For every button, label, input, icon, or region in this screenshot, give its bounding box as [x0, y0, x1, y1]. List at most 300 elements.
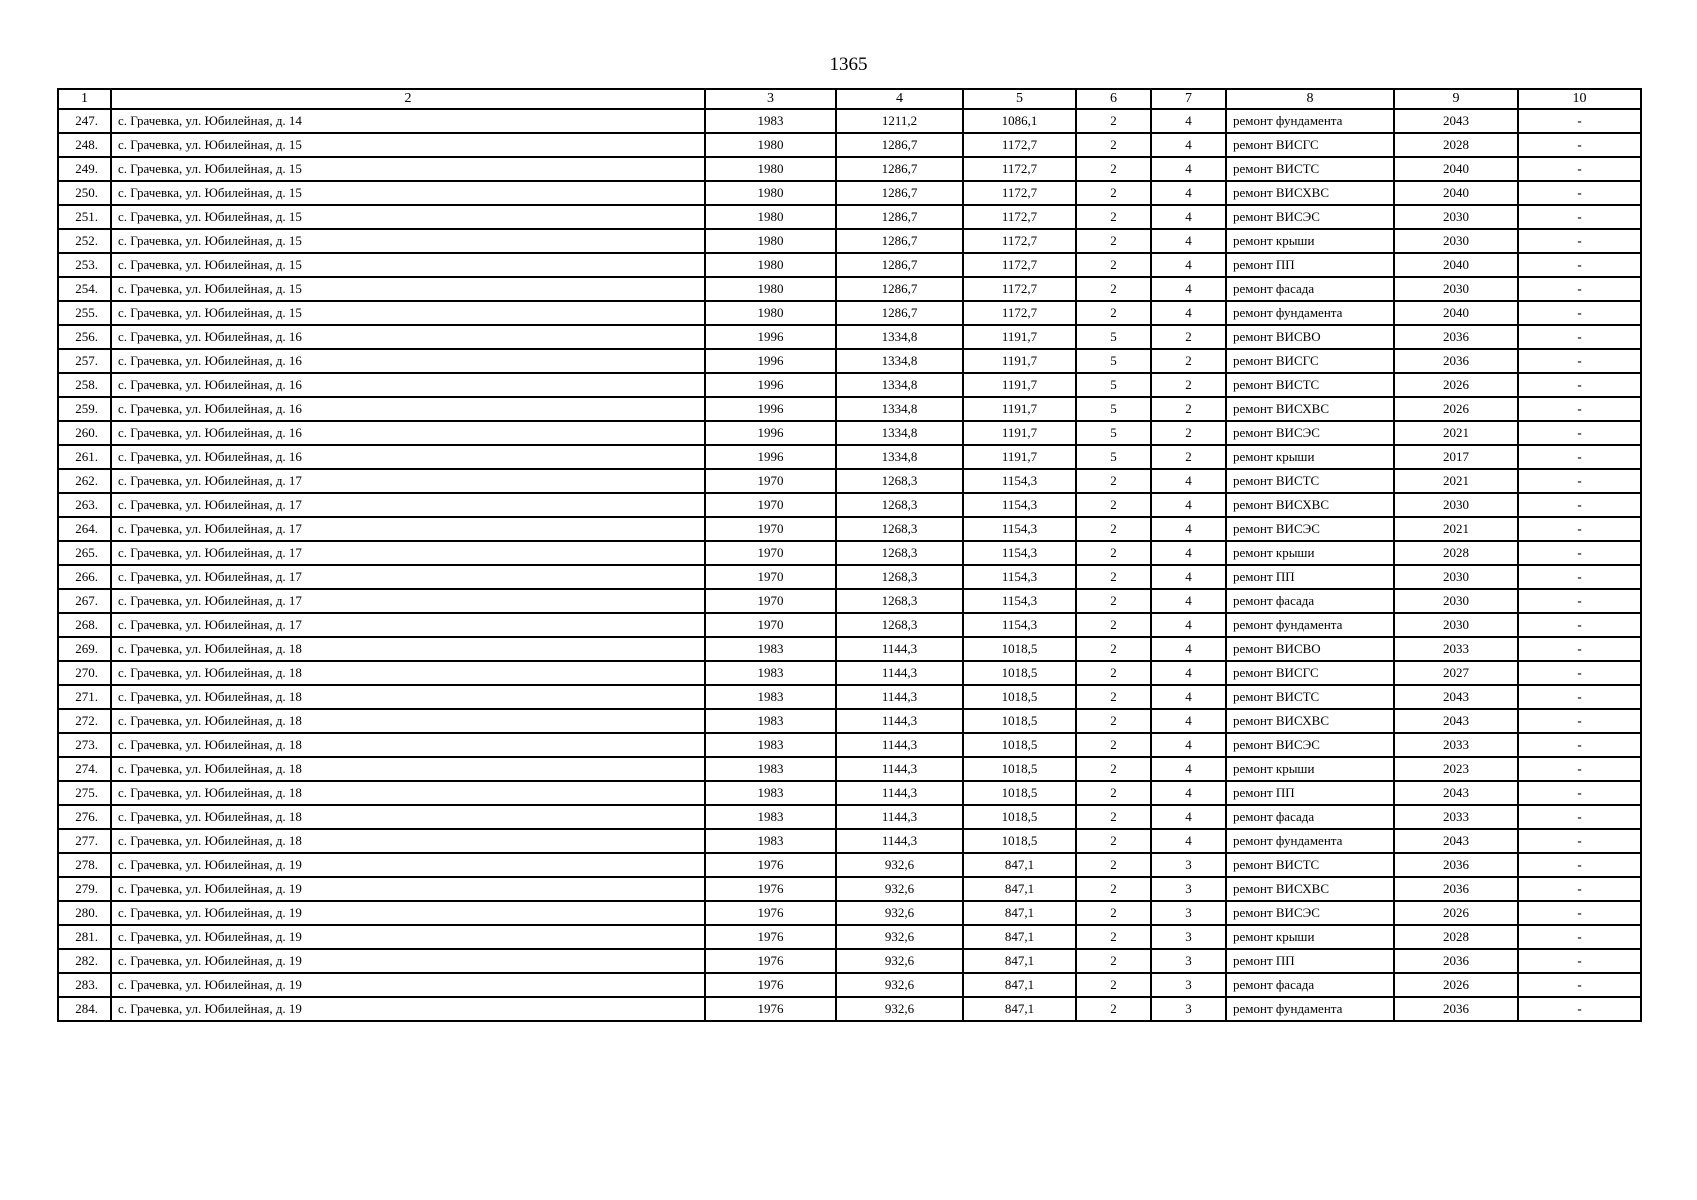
- total-area-cell: 932,6: [836, 997, 963, 1021]
- row-number-cell: 283.: [58, 973, 111, 997]
- column-header: 1: [58, 89, 111, 109]
- row-number-cell: 252.: [58, 229, 111, 253]
- address-cell: с. Грачевка, ул. Юбилейная, д. 17: [111, 541, 705, 565]
- year-built-cell: 1970: [705, 565, 836, 589]
- table-row: [58, 157, 1641, 181]
- total-area-cell: 1268,3: [836, 613, 963, 637]
- address-cell: с. Грачевка, ул. Юбилейная, д. 19: [111, 925, 705, 949]
- address-cell: с. Грачевка, ул. Юбилейная, д. 18: [111, 709, 705, 733]
- entrances-cell: 4: [1151, 301, 1226, 325]
- entrances-cell: 2: [1151, 397, 1226, 421]
- planned-year-cell: 2030: [1394, 277, 1518, 301]
- address-cell: с. Грачевка, ул. Юбилейная, д. 19: [111, 901, 705, 925]
- floors-cell: 2: [1076, 733, 1151, 757]
- work-type-cell: ремонт ВИСХВС: [1226, 493, 1394, 517]
- entrances-cell: 4: [1151, 157, 1226, 181]
- total-area-cell: 1268,3: [836, 565, 963, 589]
- table-row: [58, 469, 1641, 493]
- row-number-cell: 261.: [58, 445, 111, 469]
- table-row: [58, 493, 1641, 517]
- work-type-cell: ремонт фундамента: [1226, 109, 1394, 133]
- entrances-cell: 3: [1151, 997, 1226, 1021]
- work-type-cell: ремонт ВИСЭС: [1226, 421, 1394, 445]
- year-built-cell: 1980: [705, 181, 836, 205]
- table-row: [58, 877, 1641, 901]
- row-number-cell: 275.: [58, 781, 111, 805]
- planned-year-cell: 2030: [1394, 613, 1518, 637]
- table-row: [58, 733, 1641, 757]
- column-header: 4: [836, 89, 963, 109]
- row-number-cell: 277.: [58, 829, 111, 853]
- year-built-cell: 1970: [705, 541, 836, 565]
- work-type-cell: ремонт ВИСГС: [1226, 349, 1394, 373]
- floors-cell: 2: [1076, 685, 1151, 709]
- total-area-cell: 1334,8: [836, 445, 963, 469]
- planned-year-cell: 2030: [1394, 493, 1518, 517]
- note-cell: -: [1518, 757, 1641, 781]
- total-area-cell: 1144,3: [836, 637, 963, 661]
- total-area-cell: 1144,3: [836, 781, 963, 805]
- note-cell: -: [1518, 565, 1641, 589]
- column-header: 9: [1394, 89, 1518, 109]
- floors-cell: 2: [1076, 133, 1151, 157]
- entrances-cell: 4: [1151, 493, 1226, 517]
- total-area-cell: 1286,7: [836, 301, 963, 325]
- work-type-cell: ремонт крыши: [1226, 445, 1394, 469]
- row-number-cell: 272.: [58, 709, 111, 733]
- entrances-cell: 2: [1151, 445, 1226, 469]
- living-area-cell: 1018,5: [963, 637, 1076, 661]
- table-row: [58, 853, 1641, 877]
- planned-year-cell: 2036: [1394, 949, 1518, 973]
- note-cell: -: [1518, 901, 1641, 925]
- floors-cell: 2: [1076, 301, 1151, 325]
- living-area-cell: 1172,7: [963, 229, 1076, 253]
- row-number-cell: 250.: [58, 181, 111, 205]
- work-type-cell: ремонт ВИСЭС: [1226, 517, 1394, 541]
- row-number-cell: 281.: [58, 925, 111, 949]
- work-type-cell: ремонт крыши: [1226, 925, 1394, 949]
- address-cell: с. Грачевка, ул. Юбилейная, д. 17: [111, 469, 705, 493]
- total-area-cell: 1334,8: [836, 349, 963, 373]
- address-cell: с. Грачевка, ул. Юбилейная, д. 16: [111, 421, 705, 445]
- total-area-cell: 1144,3: [836, 709, 963, 733]
- work-type-cell: ремонт фундамента: [1226, 997, 1394, 1021]
- living-area-cell: 1172,7: [963, 301, 1076, 325]
- year-built-cell: 1976: [705, 973, 836, 997]
- total-area-cell: 932,6: [836, 925, 963, 949]
- entrances-cell: 4: [1151, 565, 1226, 589]
- address-cell: с. Грачевка, ул. Юбилейная, д. 16: [111, 397, 705, 421]
- floors-cell: 2: [1076, 253, 1151, 277]
- planned-year-cell: 2036: [1394, 877, 1518, 901]
- living-area-cell: 1191,7: [963, 445, 1076, 469]
- work-type-cell: ремонт ВИСЭС: [1226, 901, 1394, 925]
- page-number: 1365: [829, 54, 868, 75]
- work-type-cell: ремонт ВИСТС: [1226, 685, 1394, 709]
- living-area-cell: 1154,3: [963, 493, 1076, 517]
- total-area-cell: 1334,8: [836, 325, 963, 349]
- address-cell: с. Грачевка, ул. Юбилейная, д. 15: [111, 229, 705, 253]
- note-cell: -: [1518, 469, 1641, 493]
- row-number-cell: 266.: [58, 565, 111, 589]
- planned-year-cell: 2028: [1394, 925, 1518, 949]
- year-built-cell: 1983: [705, 709, 836, 733]
- note-cell: -: [1518, 541, 1641, 565]
- planned-year-cell: 2036: [1394, 349, 1518, 373]
- living-area-cell: 847,1: [963, 973, 1076, 997]
- living-area-cell: 1018,5: [963, 709, 1076, 733]
- table-row: [58, 229, 1641, 253]
- entrances-cell: 2: [1151, 349, 1226, 373]
- work-type-cell: ремонт ВИСТС: [1226, 373, 1394, 397]
- floors-cell: 2: [1076, 517, 1151, 541]
- work-type-cell: ремонт ПП: [1226, 949, 1394, 973]
- planned-year-cell: 2036: [1394, 325, 1518, 349]
- address-cell: с. Грачевка, ул. Юбилейная, д. 15: [111, 253, 705, 277]
- note-cell: -: [1518, 997, 1641, 1021]
- address-cell: с. Грачевка, ул. Юбилейная, д. 15: [111, 157, 705, 181]
- planned-year-cell: 2033: [1394, 805, 1518, 829]
- total-area-cell: 1144,3: [836, 805, 963, 829]
- address-cell: с. Грачевка, ул. Юбилейная, д. 18: [111, 757, 705, 781]
- floors-cell: 2: [1076, 157, 1151, 181]
- note-cell: -: [1518, 805, 1641, 829]
- note-cell: -: [1518, 853, 1641, 877]
- entrances-cell: 4: [1151, 685, 1226, 709]
- planned-year-cell: 2030: [1394, 205, 1518, 229]
- floors-cell: 2: [1076, 853, 1151, 877]
- living-area-cell: 1172,7: [963, 253, 1076, 277]
- table-row: [58, 109, 1641, 133]
- table-row: [58, 133, 1641, 157]
- entrances-cell: 4: [1151, 205, 1226, 229]
- floors-cell: 2: [1076, 493, 1151, 517]
- year-built-cell: 1983: [705, 685, 836, 709]
- note-cell: -: [1518, 613, 1641, 637]
- entrances-cell: 4: [1151, 133, 1226, 157]
- total-area-cell: 1144,3: [836, 685, 963, 709]
- floors-cell: 2: [1076, 541, 1151, 565]
- table-row: [58, 805, 1641, 829]
- total-area-cell: 1144,3: [836, 829, 963, 853]
- row-number-cell: 265.: [58, 541, 111, 565]
- total-area-cell: 932,6: [836, 901, 963, 925]
- year-built-cell: 1980: [705, 205, 836, 229]
- address-cell: с. Грачевка, ул. Юбилейная, д. 18: [111, 685, 705, 709]
- planned-year-cell: 2043: [1394, 709, 1518, 733]
- year-built-cell: 1970: [705, 517, 836, 541]
- year-built-cell: 1996: [705, 445, 836, 469]
- entrances-cell: 4: [1151, 637, 1226, 661]
- living-area-cell: 1191,7: [963, 373, 1076, 397]
- year-built-cell: 1976: [705, 853, 836, 877]
- table-row: [58, 349, 1641, 373]
- work-type-cell: ремонт ВИСЭС: [1226, 205, 1394, 229]
- table-row: [58, 325, 1641, 349]
- floors-cell: 5: [1076, 397, 1151, 421]
- row-number-cell: 262.: [58, 469, 111, 493]
- note-cell: -: [1518, 949, 1641, 973]
- planned-year-cell: 2028: [1394, 133, 1518, 157]
- note-cell: -: [1518, 277, 1641, 301]
- living-area-cell: 1172,7: [963, 157, 1076, 181]
- living-area-cell: 1172,7: [963, 181, 1076, 205]
- living-area-cell: 1154,3: [963, 613, 1076, 637]
- planned-year-cell: 2033: [1394, 733, 1518, 757]
- note-cell: -: [1518, 181, 1641, 205]
- planned-year-cell: 2023: [1394, 757, 1518, 781]
- column-header: 10: [1518, 89, 1641, 109]
- column-header: 8: [1226, 89, 1394, 109]
- column-header: 6: [1076, 89, 1151, 109]
- row-number-cell: 273.: [58, 733, 111, 757]
- note-cell: -: [1518, 733, 1641, 757]
- total-area-cell: 1268,3: [836, 517, 963, 541]
- work-type-cell: ремонт фундамента: [1226, 613, 1394, 637]
- total-area-cell: 1286,7: [836, 277, 963, 301]
- entrances-cell: 4: [1151, 277, 1226, 301]
- row-number-cell: 258.: [58, 373, 111, 397]
- address-cell: с. Грачевка, ул. Юбилейная, д. 15: [111, 301, 705, 325]
- total-area-cell: 1268,3: [836, 541, 963, 565]
- header-row: [58, 89, 1641, 109]
- total-area-cell: 1144,3: [836, 757, 963, 781]
- floors-cell: 2: [1076, 925, 1151, 949]
- living-area-cell: 1172,7: [963, 277, 1076, 301]
- year-built-cell: 1976: [705, 997, 836, 1021]
- total-area-cell: 1144,3: [836, 661, 963, 685]
- repair-schedule-table: [57, 88, 1642, 1022]
- work-type-cell: ремонт ВИСТС: [1226, 469, 1394, 493]
- year-built-cell: 1996: [705, 373, 836, 397]
- address-cell: с. Грачевка, ул. Юбилейная, д. 19: [111, 973, 705, 997]
- note-cell: -: [1518, 661, 1641, 685]
- table-row: [58, 397, 1641, 421]
- total-area-cell: 1334,8: [836, 373, 963, 397]
- floors-cell: 5: [1076, 421, 1151, 445]
- planned-year-cell: 2030: [1394, 589, 1518, 613]
- table-row: [58, 565, 1641, 589]
- address-cell: с. Грачевка, ул. Юбилейная, д. 18: [111, 637, 705, 661]
- planned-year-cell: 2021: [1394, 469, 1518, 493]
- floors-cell: 2: [1076, 613, 1151, 637]
- planned-year-cell: 2040: [1394, 301, 1518, 325]
- table-row: [58, 925, 1641, 949]
- total-area-cell: 1286,7: [836, 133, 963, 157]
- year-built-cell: 1983: [705, 781, 836, 805]
- table-row: [58, 181, 1641, 205]
- note-cell: -: [1518, 325, 1641, 349]
- year-built-cell: 1970: [705, 469, 836, 493]
- total-area-cell: 1286,7: [836, 181, 963, 205]
- year-built-cell: 1996: [705, 421, 836, 445]
- floors-cell: 2: [1076, 901, 1151, 925]
- floors-cell: 2: [1076, 757, 1151, 781]
- address-cell: с. Грачевка, ул. Юбилейная, д. 14: [111, 109, 705, 133]
- planned-year-cell: 2040: [1394, 157, 1518, 181]
- planned-year-cell: 2030: [1394, 565, 1518, 589]
- total-area-cell: 932,6: [836, 853, 963, 877]
- entrances-cell: 3: [1151, 925, 1226, 949]
- row-number-cell: 259.: [58, 397, 111, 421]
- living-area-cell: 1191,7: [963, 325, 1076, 349]
- entrances-cell: 4: [1151, 709, 1226, 733]
- note-cell: -: [1518, 205, 1641, 229]
- note-cell: -: [1518, 373, 1641, 397]
- note-cell: -: [1518, 421, 1641, 445]
- floors-cell: 2: [1076, 565, 1151, 589]
- row-number-cell: 268.: [58, 613, 111, 637]
- year-built-cell: 1983: [705, 829, 836, 853]
- planned-year-cell: 2026: [1394, 397, 1518, 421]
- living-area-cell: 847,1: [963, 877, 1076, 901]
- total-area-cell: 1334,8: [836, 397, 963, 421]
- work-type-cell: ремонт фундамента: [1226, 829, 1394, 853]
- work-type-cell: ремонт ВИСВО: [1226, 325, 1394, 349]
- entrances-cell: 2: [1151, 325, 1226, 349]
- planned-year-cell: 2040: [1394, 181, 1518, 205]
- work-type-cell: ремонт ВИСГС: [1226, 661, 1394, 685]
- entrances-cell: 2: [1151, 421, 1226, 445]
- year-built-cell: 1983: [705, 637, 836, 661]
- address-cell: с. Грачевка, ул. Юбилейная, д. 18: [111, 781, 705, 805]
- table-row: [58, 205, 1641, 229]
- entrances-cell: 4: [1151, 613, 1226, 637]
- living-area-cell: 1018,5: [963, 661, 1076, 685]
- address-cell: с. Грачевка, ул. Юбилейная, д. 18: [111, 829, 705, 853]
- entrances-cell: 4: [1151, 517, 1226, 541]
- note-cell: -: [1518, 253, 1641, 277]
- note-cell: -: [1518, 133, 1641, 157]
- address-cell: с. Грачевка, ул. Юбилейная, д. 15: [111, 205, 705, 229]
- year-built-cell: 1980: [705, 157, 836, 181]
- row-number-cell: 284.: [58, 997, 111, 1021]
- table-row: [58, 901, 1641, 925]
- table-row: [58, 445, 1641, 469]
- year-built-cell: 1996: [705, 325, 836, 349]
- table-row: [58, 685, 1641, 709]
- address-cell: с. Грачевка, ул. Юбилейная, д. 15: [111, 277, 705, 301]
- work-type-cell: ремонт ВИСХВС: [1226, 877, 1394, 901]
- floors-cell: 2: [1076, 997, 1151, 1021]
- work-type-cell: ремонт ВИСЭС: [1226, 733, 1394, 757]
- row-number-cell: 280.: [58, 901, 111, 925]
- year-built-cell: 1980: [705, 229, 836, 253]
- table-row: [58, 301, 1641, 325]
- living-area-cell: 1172,7: [963, 205, 1076, 229]
- note-cell: -: [1518, 445, 1641, 469]
- floors-cell: 2: [1076, 877, 1151, 901]
- floors-cell: 2: [1076, 637, 1151, 661]
- work-type-cell: ремонт ВИСТС: [1226, 853, 1394, 877]
- living-area-cell: 1086,1: [963, 109, 1076, 133]
- floors-cell: 2: [1076, 181, 1151, 205]
- work-type-cell: ремонт фасада: [1226, 805, 1394, 829]
- note-cell: -: [1518, 925, 1641, 949]
- floors-cell: 2: [1076, 589, 1151, 613]
- row-number-cell: 256.: [58, 325, 111, 349]
- row-number-cell: 251.: [58, 205, 111, 229]
- table-row: [58, 637, 1641, 661]
- row-number-cell: 257.: [58, 349, 111, 373]
- work-type-cell: ремонт фундамента: [1226, 301, 1394, 325]
- entrances-cell: 4: [1151, 661, 1226, 685]
- address-cell: с. Грачевка, ул. Юбилейная, д. 18: [111, 661, 705, 685]
- entrances-cell: 4: [1151, 541, 1226, 565]
- total-area-cell: 1211,2: [836, 109, 963, 133]
- year-built-cell: 1983: [705, 757, 836, 781]
- entrances-cell: 4: [1151, 829, 1226, 853]
- planned-year-cell: 2043: [1394, 109, 1518, 133]
- table-row: [58, 613, 1641, 637]
- table-row: [58, 277, 1641, 301]
- note-cell: -: [1518, 109, 1641, 133]
- note-cell: -: [1518, 157, 1641, 181]
- address-cell: с. Грачевка, ул. Юбилейная, д. 19: [111, 949, 705, 973]
- planned-year-cell: 2043: [1394, 829, 1518, 853]
- year-built-cell: 1983: [705, 661, 836, 685]
- column-header: 2: [111, 89, 705, 109]
- table-row: [58, 997, 1641, 1021]
- year-built-cell: 1976: [705, 877, 836, 901]
- total-area-cell: 1286,7: [836, 253, 963, 277]
- row-number-cell: 271.: [58, 685, 111, 709]
- row-number-cell: 249.: [58, 157, 111, 181]
- floors-cell: 2: [1076, 661, 1151, 685]
- address-cell: с. Грачевка, ул. Юбилейная, д. 18: [111, 733, 705, 757]
- total-area-cell: 1286,7: [836, 205, 963, 229]
- living-area-cell: 1018,5: [963, 757, 1076, 781]
- entrances-cell: 3: [1151, 901, 1226, 925]
- total-area-cell: 1144,3: [836, 733, 963, 757]
- total-area-cell: 932,6: [836, 949, 963, 973]
- work-type-cell: ремонт ВИСТС: [1226, 157, 1394, 181]
- note-cell: -: [1518, 877, 1641, 901]
- note-cell: -: [1518, 781, 1641, 805]
- living-area-cell: 1154,3: [963, 589, 1076, 613]
- row-number-cell: 279.: [58, 877, 111, 901]
- floors-cell: 5: [1076, 445, 1151, 469]
- address-cell: с. Грачевка, ул. Юбилейная, д. 15: [111, 181, 705, 205]
- row-number-cell: 267.: [58, 589, 111, 613]
- row-number-cell: 270.: [58, 661, 111, 685]
- living-area-cell: 1154,3: [963, 469, 1076, 493]
- living-area-cell: 1154,3: [963, 517, 1076, 541]
- living-area-cell: 1172,7: [963, 133, 1076, 157]
- living-area-cell: 1018,5: [963, 733, 1076, 757]
- table-row: [58, 973, 1641, 997]
- entrances-cell: 3: [1151, 877, 1226, 901]
- table-row: [58, 541, 1641, 565]
- living-area-cell: 1191,7: [963, 349, 1076, 373]
- planned-year-cell: 2026: [1394, 901, 1518, 925]
- planned-year-cell: 2021: [1394, 421, 1518, 445]
- address-cell: с. Грачевка, ул. Юбилейная, д. 16: [111, 349, 705, 373]
- entrances-cell: 2: [1151, 373, 1226, 397]
- table-body: [58, 109, 1641, 1021]
- year-built-cell: 1983: [705, 733, 836, 757]
- floors-cell: 2: [1076, 469, 1151, 493]
- address-cell: с. Грачевка, ул. Юбилейная, д. 19: [111, 853, 705, 877]
- planned-year-cell: 2026: [1394, 973, 1518, 997]
- floors-cell: 2: [1076, 229, 1151, 253]
- work-type-cell: ремонт ВИСХВС: [1226, 397, 1394, 421]
- total-area-cell: 1268,3: [836, 589, 963, 613]
- entrances-cell: 4: [1151, 181, 1226, 205]
- planned-year-cell: 2043: [1394, 685, 1518, 709]
- entrances-cell: 4: [1151, 253, 1226, 277]
